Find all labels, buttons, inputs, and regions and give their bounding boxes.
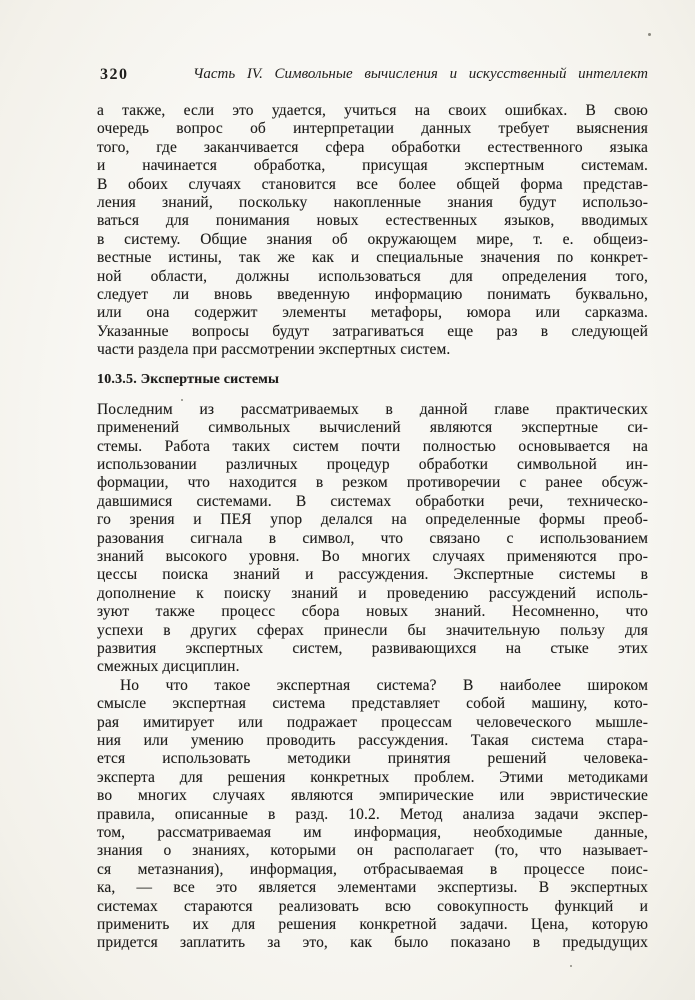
text-line: Но что такое экспертная система? В наиболее широком [120,676,648,694]
paragraph-expert-system-definition [97,677,648,953]
text-line: развития экспертных систем, развивающихся на стыке этих [97,639,648,657]
text-line: придется заплатить за это, как было показано в предыдущих [97,934,648,952]
paragraph-expert-systems-intro [97,401,648,677]
running-header [97,66,648,86]
text-line: знаний высокого уровня. Во многих случаях применяются про- [97,547,648,565]
text-line: смежных дисциплин. [97,658,240,676]
text-line: давшимися системами. В системах обработки речи, техническо- [97,492,648,510]
text-line: использовании различных процедур обработки символьной ин- [97,455,648,473]
text-line: и начинается обработка, присущая экспертным системам. [97,157,648,175]
text-line: того, где заканчивается сфера обработки естественного языка [97,138,648,156]
text-line: применений символьных вычислений являются экспертные си- [97,419,648,437]
text-line: следует ли вновь введенную информацию понимать буквально, [97,286,648,304]
text-line: или она содержит элементы метафоры, юмора или сарказма. [97,304,648,322]
text-line: том, рассматриваемая им информация, необходимые данные, [97,824,648,842]
page-number: 320 [100,66,129,83]
running-title: Часть IV. Символьные вычисления и искусственный интеллект [193,66,648,82]
text-line: Последним из рассматриваемых в данной главе практических [97,400,648,418]
text-line: рая имитирует или подражает процессам человеческого мышле- [97,713,648,731]
text-line: вестные истины, так же как и специальные значения по конкрет- [97,249,648,267]
text-line: цессы поиска знаний и рассуждения. Экспертные системы в [97,566,648,584]
paragraph-continuation [97,102,648,360]
text-line: ваться для понимания новых естественных языков, вводимых [97,212,648,230]
text-line: ной области, должны использоваться для определения того, [97,267,648,285]
text-line: формации, что находится в резком противоречии с ранее обсуж- [97,474,648,492]
text-line: в систему. Общие знания об окружающем мире, т. е. общеиз- [97,230,648,248]
text-line: ния или умению проводить рассуждения. Такая система стара- [97,732,648,749]
text-line: очередь вопрос об интерпретации данных требует выяснения [97,120,648,138]
text-line: смысле экспертная система представляет собой машину, кото- [97,695,648,713]
text-line: эксперта для решения конкретных проблем. Этими методиками [97,768,648,786]
text-line: зуют также процесс сбора новых знаний. Несомненно, что [97,603,648,621]
text-line: В обоих случаях становится все более общей форма представ- [97,175,648,193]
section-heading: 10.3.5. Экспертные системы [97,371,280,387]
text-line: части раздела при рассмотрении экспертных систем. [97,341,451,359]
text-line: правила, описанные в разд. 10.2. Метод анализа задачи экспер- [97,805,648,823]
text-line: во многих случаях являются эмпирические или эвристические [97,787,648,805]
scan-speck [648,33,651,36]
text-line: успехи в других сферах принесли бы значительную пользу для [97,621,648,639]
text-line: знания о знаниях, которыми он располагает (то, что называет- [97,842,648,860]
text-line: Указанные вопросы будут затрагиваться еще раз в следующей [97,322,648,340]
text-line: стемы. Работа таких систем почти полностью основывается на [97,437,648,455]
text-line: го зрения и ПЕЯ упор делался на определенные формы преоб- [97,511,648,529]
page-content [97,66,648,953]
text-line: а также, если это удается, учиться на своих ошибках. В свою [97,102,648,119]
text-line: ся метазнания), информация, отбрасываемая в процессе поис- [97,860,648,878]
text-line: системах стараются реализовать всю совокупность функций и [97,897,648,915]
text-line: разования сигнала в символ, что связано с использованием [97,529,648,547]
scan-speck [570,965,572,967]
text-line: дополнение к поиску знаний и проведению рассуждений исполь- [97,584,648,602]
text-line: ления знаний, поскольку накопленные знания будут использо- [97,194,648,212]
scan-speck [181,399,183,401]
text-line: ка, — все это является элементами экспертизы. В экспертных [97,879,648,897]
text-line: ется использовать методики принятия решений человека- [97,750,648,768]
text-line: применить их для решения конкретной задачи. Цена, которую [97,916,648,934]
